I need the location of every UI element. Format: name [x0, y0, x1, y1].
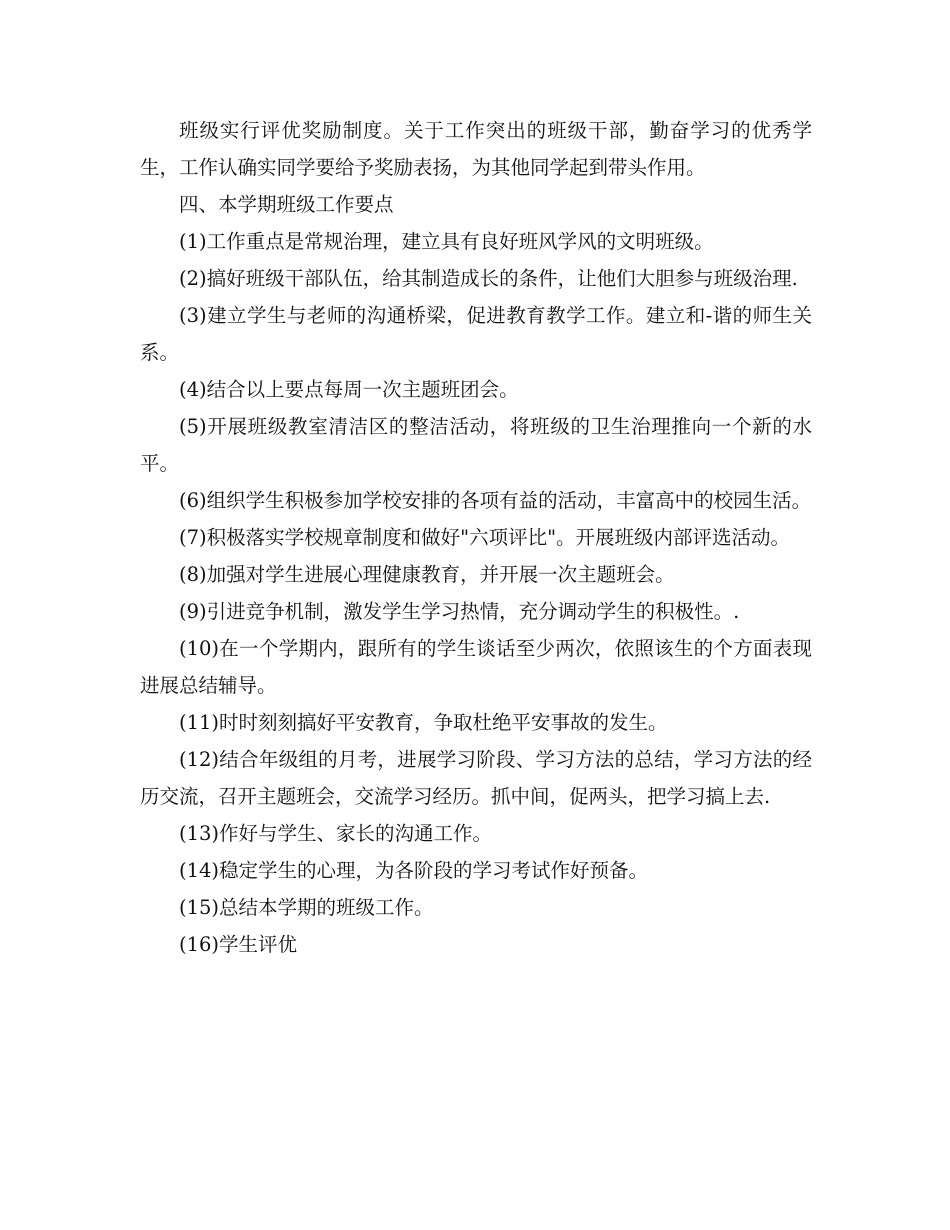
item-3: (3)建立学生与老师的沟通桥梁，促进教育教学工作。建立和-谐的师生关系。 [140, 304, 812, 364]
document-page [140, 112, 812, 963]
item-16: (16)学生评优 [179, 933, 298, 956]
item-10: (10)在一个学期内，跟所有的学生谈话至少两次，依照该生的个方面表现进展总结辅导。 [140, 637, 812, 697]
item-1: (1)工作重点是常规治理，建立具有良好班风学风的文明班级。 [179, 230, 714, 253]
item-2: (2)搞好班级干部队伍，给其制造成长的条件，让他们大胆参与班级治理. [179, 267, 798, 290]
item-11: (11)时时刻刻搞好平安教育，争取杜绝平安事故的发生。 [179, 711, 668, 734]
item-13: (13)作好与学生、家长的沟通工作。 [179, 822, 493, 845]
paragraph-reward-system: 班级实行评优奖励制度。关于工作突出的班级干部，勤奋学习的优秀学生，工作认确实同学要给予奖励表扬，为其他同学起到带头作用。 [140, 119, 812, 179]
item-12: (12)结合年级组的月考，进展学习阶段、学习方法的总结，学习方法的经历交流，召开主题班会，交流学习经历。抓中间，促两头，把学习搞上去. [140, 748, 812, 808]
item-7: (7)积极落实学校规章制度和做好"六项评比"。开展班级内部评选活动。 [179, 526, 791, 549]
item-15: (15)总结本学期的班级工作。 [179, 896, 434, 919]
item-4: (4)结合以上要点每周一次主题班团会。 [179, 378, 519, 401]
section-heading-work-points: 四、本学期班级工作要点 [179, 193, 394, 216]
item-9: (9)引进竞争机制，激发学生学习热情，充分调动学生的积极性。. [179, 600, 740, 623]
item-14: (14)稳定学生的心理，为各阶段的学习考试作好预备。 [179, 859, 649, 882]
item-6: (6)组织学生积极参加学校安排的各项有益的活动，丰富高中的校园生活。 [179, 489, 812, 512]
item-8: (8)加强对学生进展心理健康教育，并开展一次主题班会。 [179, 563, 675, 586]
item-5: (5)开展班级教室清洁区的整洁活动，将班级的卫生治理推向一个新的水平。 [140, 415, 812, 475]
